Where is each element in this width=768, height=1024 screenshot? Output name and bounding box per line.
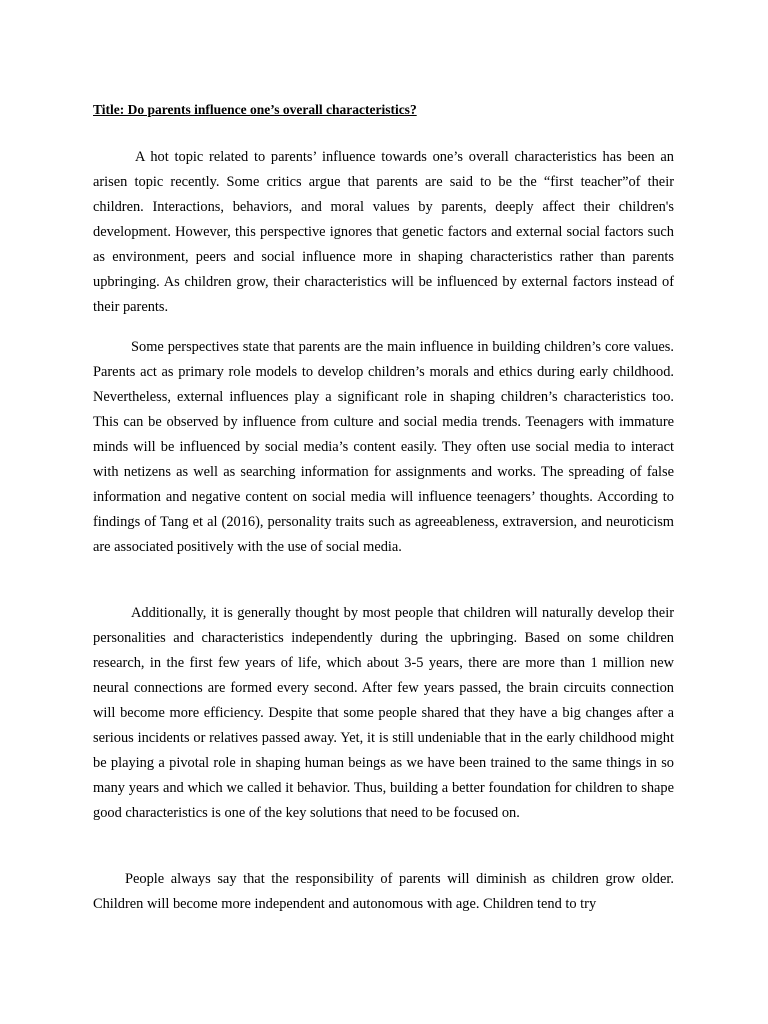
paragraph-4: People always say that the responsibility of parents will diminish as children grow older. Children will become more independent and autonomous with age. Children tend to try: [93, 871, 674, 912]
paragraph-2: Some perspectives state that parents are the main influence in building children’s core values. Parents act as primary role models to develop children’s morals and ethics during early childhood. Nevertheless, external influences play a significant role in shaping children’s characteristics too. This can be observed by influence from culture and social media trends. Teenagers with immature minds will be influenced by social media’s content easily. They often use social media to interact with netizens as well as searching information for assignments and works. The spreading of false information and negative content on social media will influence teenagers’ thoughts. According to findings of Tang et al (2016), personality traits such as agreeableness, extraversion, and neuroticism are associated positively with the use of social media.: [93, 339, 674, 555]
paragraph-1: A hot topic related to parents’ influence towards one’s overall characteristics has been an arisen topic recently. Some critics argue that parents are said to be the “first teacher”of their children. Interactions, behaviors, and moral values by parents, deeply affect their children's development. However, this perspective ignores that genetic factors and external social factors such as environment, peers and social influence more in shaping characteristics rather than parents upbringing. As children grow, their characteristics will be influenced by external factors instead of their parents.: [93, 149, 674, 315]
document-title: Title: Do parents influence one’s overall characteristics?: [93, 102, 417, 117]
paragraph-3: Additionally, it is generally thought by most people that children will naturally develop their personalities and characteristics independently during the upbringing. Based on some children research, in the first few years of life, which about 3-5 years, there are more than 1 million new neural connections are formed every second. After few years passed, the brain circuits connection will become more efficiency. Despite that some people shared that they have a big changes after a serious incidents or relatives passed away. Yet, it is still undeniable that in the early childhood might be playing a pivotal role in shaping human beings as we have been trained to the same things in so many years and which we called it behavior. Thus, building a better foundation for children to shape good characteristics is one of the key solutions that need to be focused on.: [93, 605, 674, 821]
